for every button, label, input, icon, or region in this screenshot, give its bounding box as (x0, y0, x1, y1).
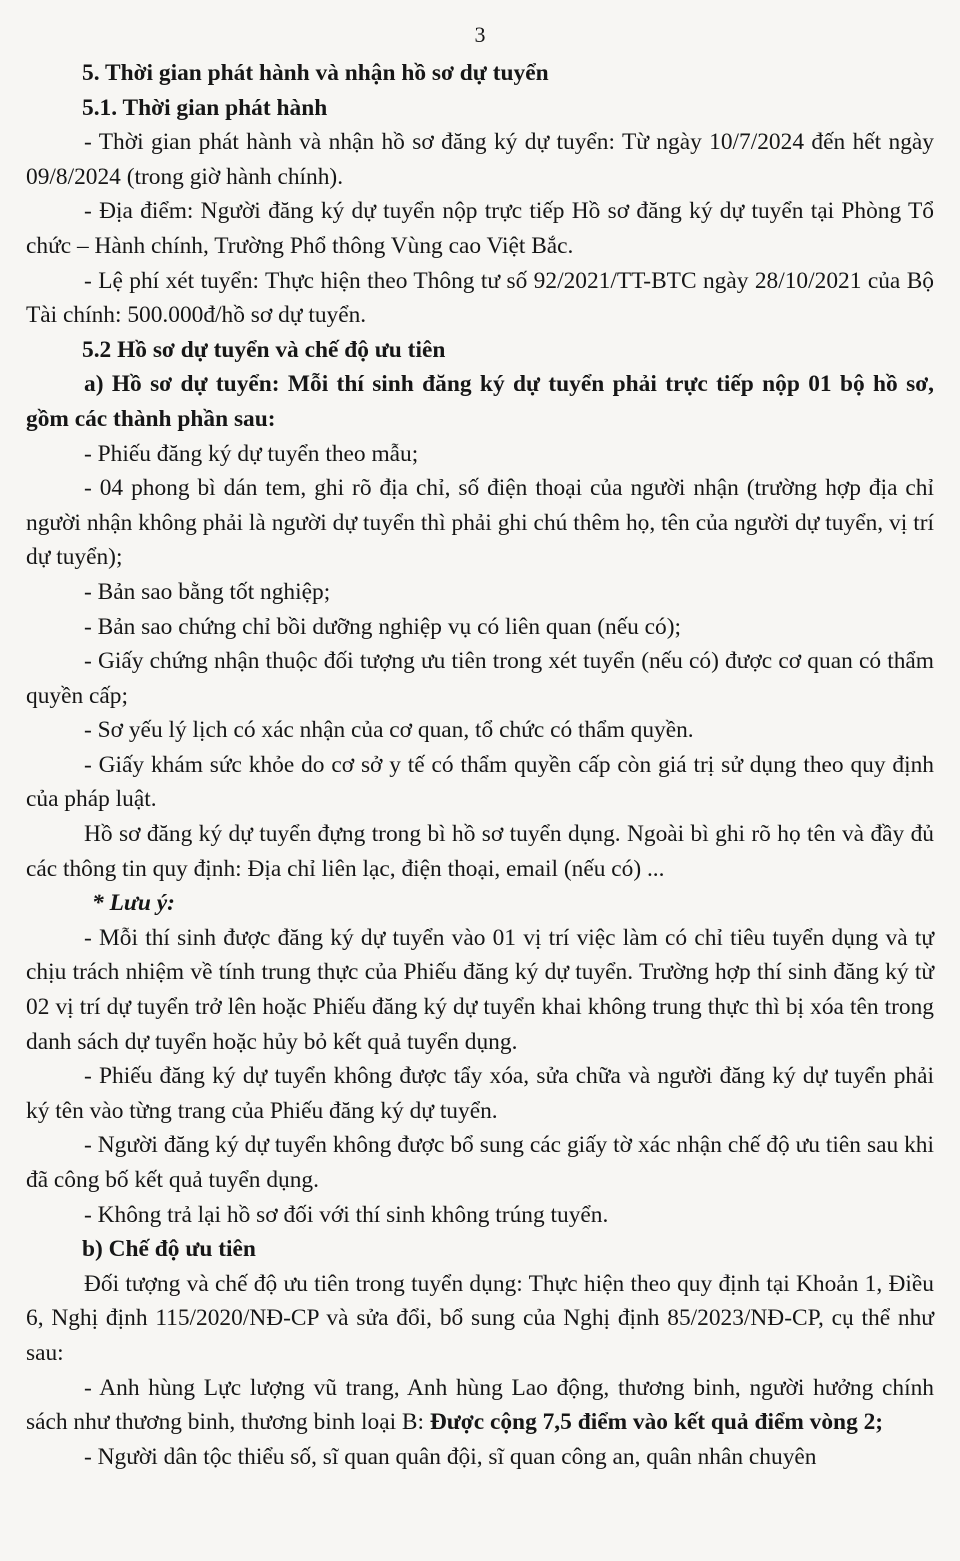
paragraph: Đối tượng và chế độ ưu tiên trong tuyển dụng: Thực hiện theo quy định tại Khoản 1, Điều 6, Nghị định 115/2020/NĐ-CP và sửa đổi, bổ sung của Nghị định 85/2023/NĐ-CP, cụ thể như sau: (26, 1270, 934, 1366)
list-item: - Người dân tộc thiểu số, sĩ quan quân đội, sĩ quan công an, quân nhân chuyên (84, 1443, 817, 1470)
list-item: - 04 phong bì dán tem, ghi rõ địa chỉ, số điện thoại của người nhận (trường hợp địa chỉ người nhận không phải là người dự tuyển thì phải ghi chú thêm họ, tên của người dự tuyển, vị trí dự tuyển); (26, 475, 934, 571)
subsection-a-title: a) Hồ sơ dự tuyển: Mỗi thí sinh đăng ký dự tuyển phải trực tiếp nộp 01 bộ hồ sơ, gồm các thành phần sau: (26, 371, 934, 432)
list-item: - Giấy khám sức khỏe do cơ sở y tế có thẩm quyền cấp còn giá trị sử dụng theo quy định của pháp luật. (26, 751, 934, 813)
note-item: - Không trả lại hồ sơ đối với thí sinh không trúng tuyển. (84, 1201, 609, 1228)
section-5-2-title: 5.2 Hồ sơ dự tuyển và chế độ ưu tiên (82, 336, 446, 363)
list-item: - Giấy chứng nhận thuộc đối tượng ưu tiên trong xét tuyển (nếu có) được cơ quan có thẩm quyền cấp; (26, 648, 934, 709)
list-item: - Sơ yếu lý lịch có xác nhận của cơ quan, tổ chức có thẩm quyền. (84, 717, 694, 744)
list-item: - Phiếu đăng ký dự tuyển theo mẫu; (84, 440, 419, 467)
note-label: Lưu ý: (109, 890, 175, 917)
page-number: 3 (474, 22, 486, 47)
list-item: - Bản sao chứng chỉ bồi dưỡng nghiệp vụ có liên quan (nếu có); (84, 613, 682, 640)
list-item-bold-text: Được cộng 7,5 điểm vào kết quả điểm vòng 2; (429, 1409, 884, 1436)
section-5-1-title: 5.1. Thời gian phát hành (82, 94, 328, 121)
note-item: - Phiếu đăng ký dự tuyển không được tẩy xóa, sửa chữa và người đăng ký dự tuyển phải ký tên vào từng trang của Phiếu đăng ký dự tuyển. (26, 1063, 934, 1124)
list-item-text: - Anh hùng Lực lượng vũ trang, Anh hùng Lao động, thương binh, người hưởng chính sách như thương binh, thương binh loại B: (26, 1374, 934, 1436)
section-5-title: 5. Thời gian phát hành và nhận hồ sơ dự tuyển (82, 60, 549, 86)
note-item: - Người đăng ký dự tuyển không được bổ sung các giấy tờ xác nhận chế độ ưu tiên sau khi đã công bố kết quả tuyển dụng. (26, 1132, 934, 1193)
paragraph: - Địa điểm: Người đăng ký dự tuyển nộp trực tiếp Hồ sơ đăng ký dự tuyển tại Phòng Tổ chức – Hành chính, Trường Phổ thông Vùng cao Việt Bắc. (26, 198, 934, 259)
paragraph: - Thời gian phát hành và nhận hồ sơ đăng ký dự tuyển: Từ ngày 10/7/2024 đến hết ngày 09/8/2024 (trong giờ hành chính). (26, 129, 934, 190)
note-item: - Mỗi thí sinh được đăng ký dự tuyển vào 01 vị trí việc làm có chỉ tiêu tuyển dụng và tự chịu trách nhiệm về tính trung thực của Phiếu đăng ký dự tuyển. Trường hợp thí sinh đăng ký từ 02 vị trí dự tuyển trở lên hoặc Phiếu đăng ký dự tuyển khai không trung thực thì bị xóa tên trong danh sách dự tuyển hoặc hủy bỏ kết quả tuyển dụng. (26, 924, 934, 1055)
list-item (26, 1371, 934, 1440)
note-asterisk: * (92, 890, 104, 917)
paragraph: Hồ sơ đăng ký dự tuyển đựng trong bì hồ sơ tuyển dụng. Ngoài bì ghi rõ họ tên và đầy đủ các thông tin quy định: Địa chỉ liên lạc, điện thoại, email (nếu có) ... (26, 821, 934, 882)
subsection-b-title: b) Chế độ ưu tiên (82, 1236, 256, 1263)
list-item: - Bản sao bằng tốt nghiệp; (84, 578, 331, 605)
note-title (26, 886, 934, 921)
paragraph: - Lệ phí xét tuyển: Thực hiện theo Thông tư số 92/2021/TT-BTC ngày 28/10/2021 của Bộ Tài chính: 500.000đ/hồ sơ dự tuyển. (26, 267, 934, 329)
